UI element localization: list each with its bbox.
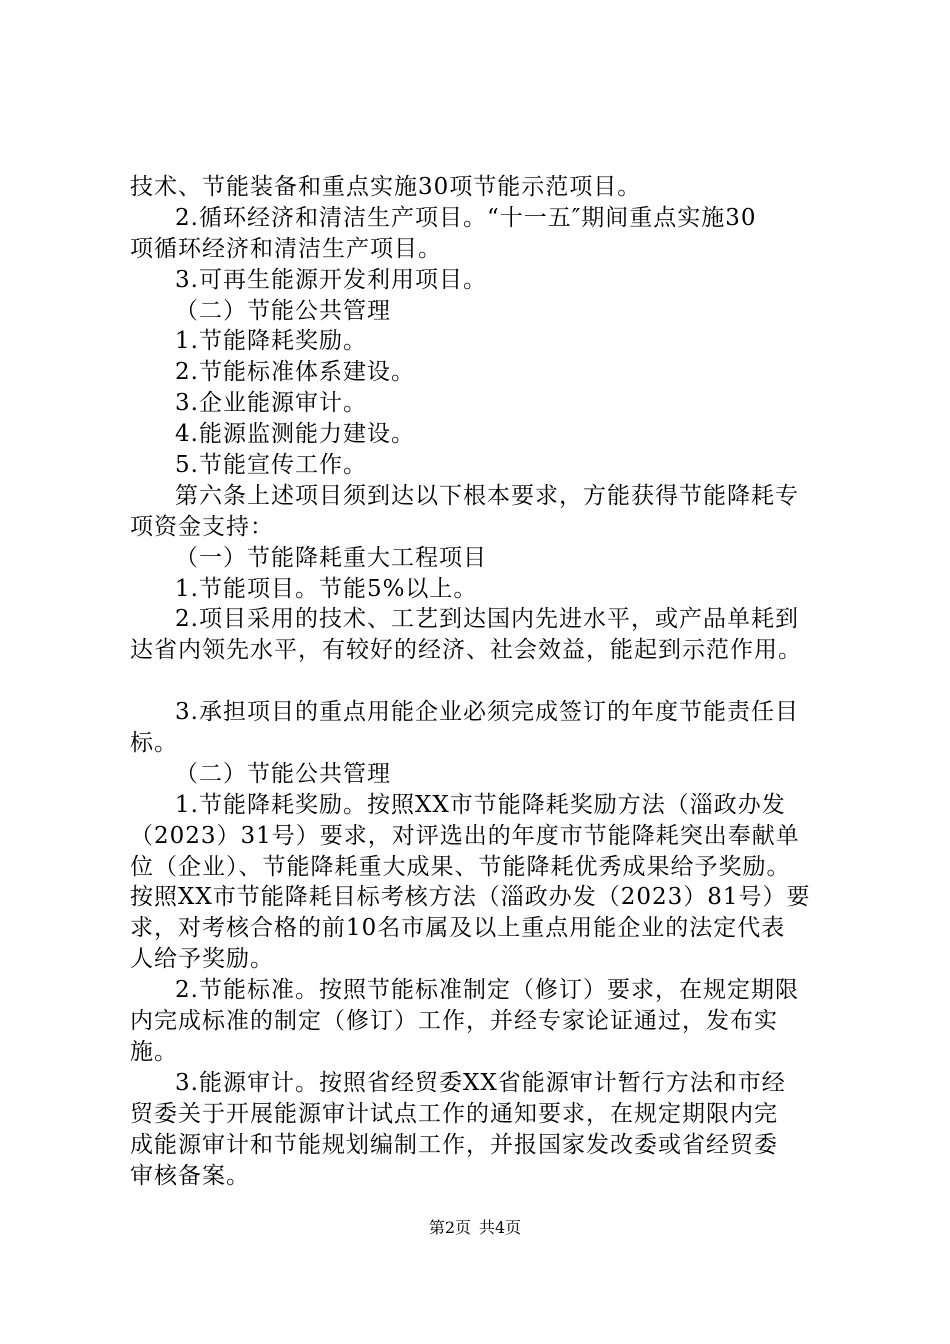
text-line: 项循环经济和清洁生产项目。	[130, 235, 442, 262]
text-line: 3.可再生能源开发利用项目。	[175, 266, 487, 293]
text-line: 施。	[130, 1038, 178, 1065]
text-line: 2.节能标准。按照节能标准制定（修订）要求，在规定期限	[175, 977, 799, 1004]
text-line: 标。	[130, 730, 178, 757]
text-line: 1.节能降耗奖励。	[175, 328, 367, 355]
blank-line	[130, 666, 830, 697]
text-line: 第六条上述项目须到达以下根本要求，方能获得节能降耗专	[175, 482, 799, 509]
page-number: 第2页	[428, 1218, 471, 1237]
text-line: 2.节能标准体系建设。	[175, 359, 415, 386]
text-line: 4.能源监测能力建设。	[175, 421, 415, 448]
text-line: （二）节能公共管理	[175, 297, 391, 324]
text-line: 1.节能降耗奖励。按照XX市节能降耗奖励方法（淄政办发	[175, 791, 786, 818]
text-line: 贸委关于开展能源审计试点工作的通知要求，在规定期限内完	[130, 1100, 778, 1127]
text-line: （一）节能降耗重大工程项目	[175, 544, 487, 571]
text-line: 达省内领先水平，有较好的经济、社会效益，能起到示范作用。	[130, 637, 802, 664]
page-footer	[0, 1218, 950, 1238]
text-line: 审核备案。	[130, 1162, 250, 1189]
text-line: 位（企业）、节能降耗重大成果、节能降耗优秀成果给予奖励。	[130, 853, 791, 880]
text-line: 成能源审计和节能规划编制工作，并报国家发改委或省经贸委	[130, 1131, 778, 1158]
text-line: 求，对考核合格的前10名市属及以上重点用能企业的法定代表	[130, 915, 786, 942]
text-line: 3.能源审计。按照省经贸委XX省能源审计暂行方法和市经	[175, 1069, 786, 1096]
text-line: （二）节能公共管理	[175, 760, 391, 787]
text-line: 2.项目采用的技术、工艺到达国内先进水平，或产品单耗到	[175, 606, 799, 633]
page-total: 共4页	[479, 1218, 522, 1237]
text-line: 技术、节能装备和重点实施30项节能示范项目。	[130, 174, 642, 200]
text-line: 2.循环经济和清洁生产项目。“十一五″期间重点实施30	[175, 204, 757, 231]
document-body	[130, 172, 830, 1191]
text-line: （2023）31号）要求，对评选出的年度市节能降耗突出奉献单	[130, 822, 800, 849]
text-line: 3.企业能源审计。	[175, 390, 367, 417]
text-line: 按照XX市节能降耗目标考核方法（淄政办发（2023）81号）要	[130, 884, 811, 911]
text-line: 人给予奖励。	[130, 946, 274, 973]
text-line: 内完成标准的制定（修订）工作，并经专家论证通过，发布实	[130, 1008, 778, 1035]
text-line: 项资金支持：	[130, 513, 274, 540]
text-line: 1.节能项目。节能5%以上。	[175, 575, 478, 602]
text-line: 3.承担项目的重点用能企业必须完成签订的年度节能责任目	[175, 699, 799, 726]
text-line: 5.节能宣传工作。	[175, 452, 367, 479]
